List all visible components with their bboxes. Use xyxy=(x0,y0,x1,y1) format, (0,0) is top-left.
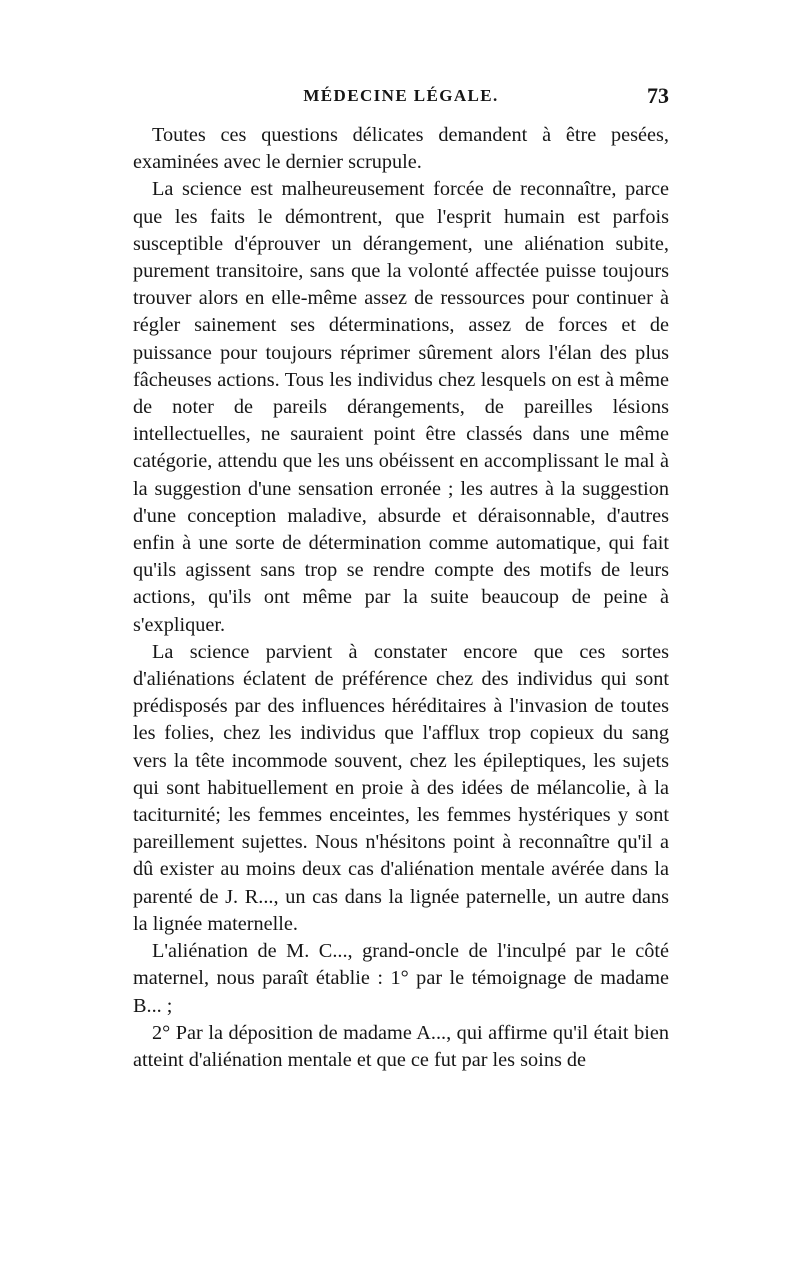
paragraph: Toutes ces questions délicates demandent à être pesées, examinées avec le dernier scrupule. xyxy=(133,124,669,174)
paragraph: La science parvient à constater encore que ces sortes d'aliénations éclatent de préférence chez des individus qui sont prédisposés par des influences héréditaires à l'invasion de toutes les folies, chez les individus que l'afflux trop copieux du sang vers la tête incommode souvent, chez les épileptiques, les sujets qui sont habituellement en proie à des idées de mélancolie, à la taciturnité; les femmes enceintes, les femmes hystériques y sont pareillement sujettes. Nous n'hésitons point à reconnaître qu'il a dû exister au moins deux cas d'aliénation mentale avérée dans la parenté de J. R..., un cas dans la lignée paternelle, un autre dans la lignée maternelle. xyxy=(133,640,669,935)
paragraph: La science est malheureusement forcée de reconnaître, parce que les faits le démontrent, que l'esprit humain est parfois susceptible d'éprouver un dérangement, une aliénation subite, purement transitoire, sans que la volonté affectée puisse toujours trouver alors en elle-même assez de ressources pour continuer à régler sainement ses déterminations, assez de forces et de puissance pour toujours réprimer sûrement alors l'élan des plus fâcheuses actions. Tous les individus chez lesquels on est à même de noter de pareils dérangements, de pareilles lésions intellectuelles, ne sauraient point être classés dans une même catégorie, attendu que les uns obéissent en accomplissant le mal à la suggestion d'une sensation erronée ; les autres à la suggestion d'une conception maladive, absurde et déraisonnable, d'autres enfin à une sorte de détermination comme automatique, qui fait qu'ils agissent sans trop se rendre compte des motifs de leurs actions, qu'ils ont même par la suite beaucoup de peine à s'expliquer. xyxy=(133,178,669,636)
paragraph: L'aliénation de M. C..., grand-oncle de l'inculpé par le côté maternel, nous paraît établie : 1° par le témoignage de madame B... ; xyxy=(133,940,669,1017)
running-title: MÉDECINE LÉGALE. xyxy=(303,86,499,105)
page-number: 73 xyxy=(647,83,669,108)
body-text xyxy=(133,122,669,1074)
paragraph: 2° Par la déposition de madame A..., qui affirme qu'il était bien atteint d'aliénation mentale et que ce fut par les soins de xyxy=(133,1021,669,1071)
page-header xyxy=(133,83,669,116)
